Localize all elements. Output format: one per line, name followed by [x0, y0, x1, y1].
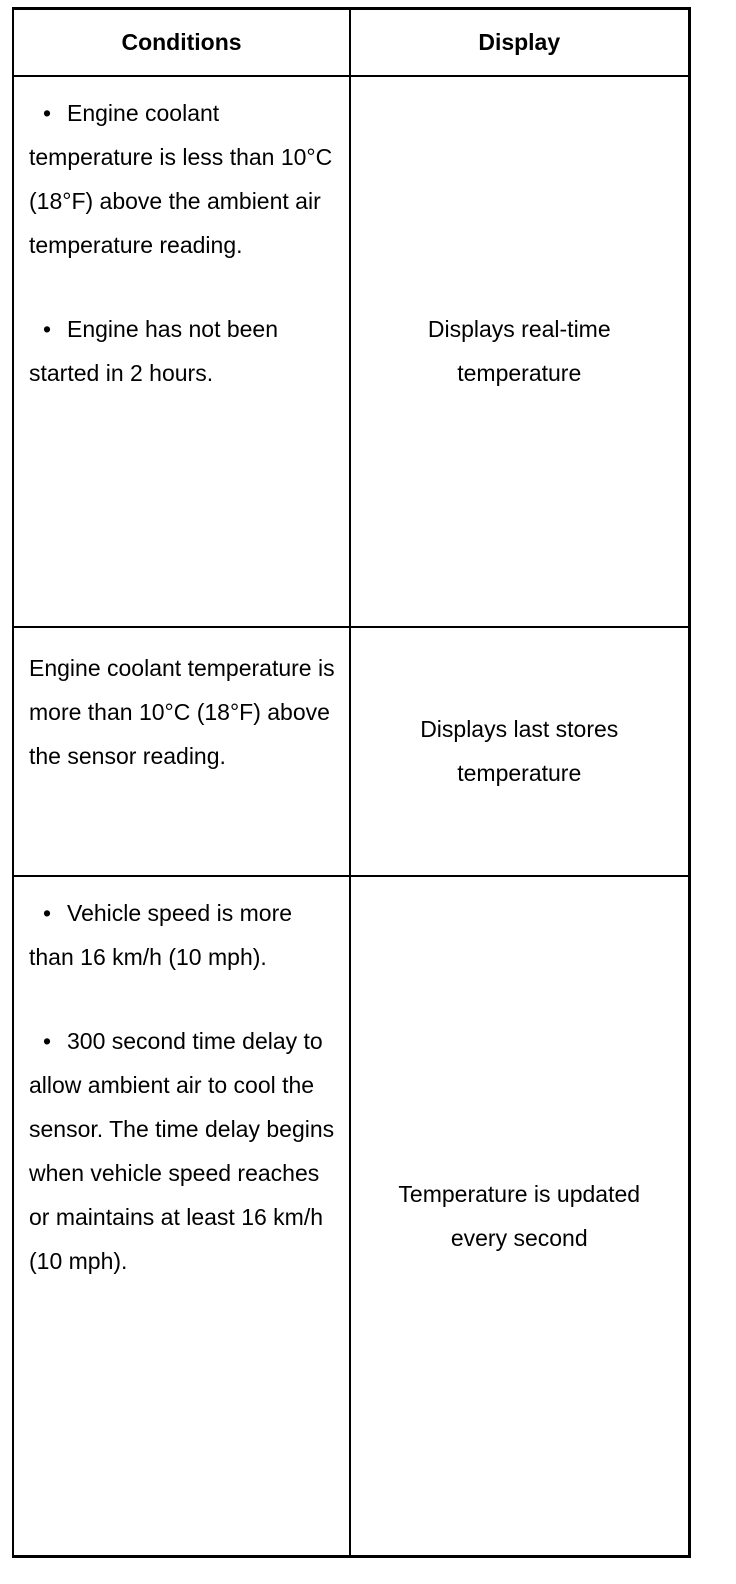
condition-text: Engine has not been started in 2 hours. [29, 315, 279, 386]
bullet-icon: • [42, 315, 52, 342]
conditions-cell [13, 627, 350, 876]
conditions-cell [13, 76, 350, 627]
condition-text: 300 second time delay to allow ambient air to cool the sensor. The time delay begins when vehicle speed reaches or maintains at least 16 km/h (10 mph). [29, 1027, 335, 1274]
condition-item [29, 646, 339, 778]
condition-item [29, 1019, 339, 1283]
condition-item [29, 91, 339, 267]
display-cell [350, 627, 689, 876]
condition-item [29, 891, 339, 979]
table-row [13, 627, 689, 876]
condition-text: Vehicle speed is more than 16 km/h (10 mph). [29, 899, 293, 970]
condition-item [29, 307, 339, 395]
condition-text: Engine coolant temperature is more than 10°C (18°F) above the sensor reading. [29, 654, 335, 769]
display-cell [350, 76, 689, 627]
display-text: Displays real-time temperature [427, 316, 611, 386]
conditions-display-table [12, 7, 691, 1558]
table-header-row [13, 9, 689, 76]
condition-text: Engine coolant temperature is less than 10°C (18°F) above the ambient air temperature reading. [29, 99, 333, 258]
table-row [13, 76, 689, 627]
conditions-cell [13, 876, 350, 1557]
header-conditions: Conditions [13, 9, 350, 76]
display-cell [350, 876, 689, 1557]
table-row [13, 876, 689, 1557]
bullet-icon: • [42, 99, 52, 126]
display-text: Temperature is updated every second [398, 1180, 641, 1251]
bullet-icon: • [42, 899, 52, 926]
display-text: Displays last stores temperature [420, 716, 619, 786]
header-display: Display [350, 9, 689, 76]
bullet-icon: • [42, 1027, 52, 1054]
